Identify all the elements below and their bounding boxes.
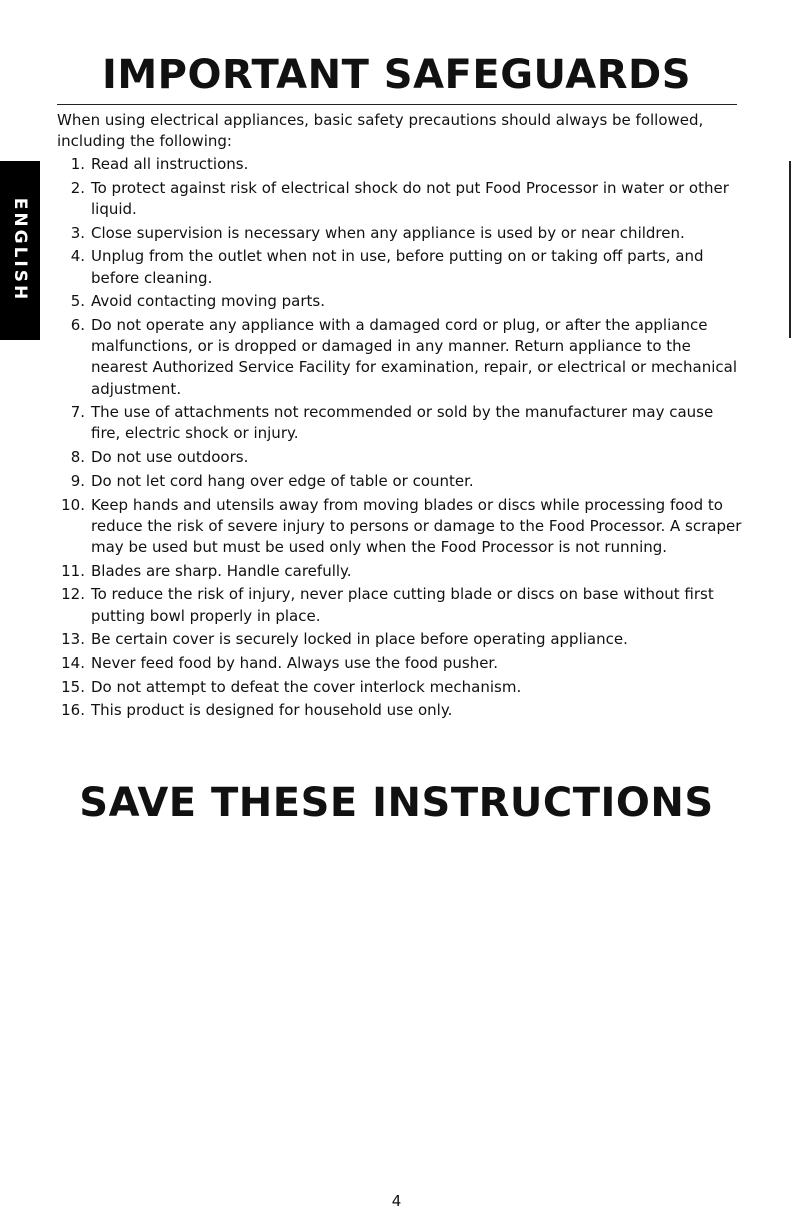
item-number: 12. — [61, 585, 85, 604]
safeguard-item — [57, 584, 747, 626]
item-number: 6. — [70, 315, 85, 334]
item-text: Do not let cord hang over edge of table or counter. — [91, 471, 474, 490]
item-number: 5. — [70, 292, 85, 311]
item-text: Blades are sharp. Handle carefully. — [91, 561, 352, 580]
item-text: Do not use outdoors. — [91, 448, 249, 467]
safeguard-item — [57, 653, 747, 674]
item-text: This product is designed for household use only. — [91, 701, 453, 720]
item-number: 10. — [61, 495, 85, 514]
safeguard-item — [57, 178, 747, 220]
language-tab-label: ENGLISH — [10, 197, 30, 303]
safeguard-item — [57, 223, 747, 244]
page-number: 4 — [391, 1192, 402, 1210]
language-tab — [0, 161, 40, 340]
item-text: Never feed food by hand. Always use the food pusher. — [91, 653, 498, 672]
safeguard-item — [57, 700, 747, 721]
item-text: Be certain cover is securely locked in place before operating appliance. — [91, 630, 628, 649]
item-number: 11. — [61, 561, 85, 580]
item-number: 14. — [61, 653, 85, 672]
item-number: 16. — [61, 701, 85, 720]
safeguard-item — [57, 402, 747, 444]
margin-bar — [789, 161, 791, 338]
safeguard-item — [57, 447, 747, 468]
item-text: Unplug from the outlet when not in use, before putting on or taking off parts, and before cleaning. — [91, 247, 704, 287]
safeguard-item — [57, 246, 747, 288]
item-number: 1. — [70, 155, 85, 173]
item-text: Keep hands and utensils away from moving blades or discs while processing food to reduce the risk of severe injury to persons or damage to the Food Processor. A scraper may be used but must be used only when the Food Processor is not running. — [91, 495, 742, 556]
safeguard-item — [57, 561, 747, 582]
page-title: IMPORTANT SAFEGUARDS — [101, 52, 692, 98]
safeguard-item — [57, 315, 747, 400]
item-number: 9. — [70, 471, 85, 490]
item-number: 4. — [70, 247, 85, 266]
item-text: Read all instructions. — [91, 155, 249, 173]
item-text: Do not attempt to defeat the cover interlock mechanism. — [91, 677, 522, 696]
item-number: 7. — [70, 403, 85, 422]
closing-heading: SAVE THESE INSTRUCTIONS — [79, 780, 714, 826]
item-text: To protect against risk of electrical shock do not put Food Processor in water or other liquid. — [91, 178, 729, 218]
item-text: To reduce the risk of injury, never place cutting blade or discs on base without first putting bowl properly in place. — [91, 585, 714, 625]
safeguard-item — [57, 677, 747, 698]
item-number: 13. — [61, 630, 85, 649]
safeguard-item — [57, 495, 747, 559]
item-number: 3. — [70, 223, 85, 242]
safeguard-item — [57, 471, 747, 492]
item-number: 15. — [61, 677, 85, 696]
safeguard-list — [57, 154, 747, 724]
safeguard-item — [57, 629, 747, 650]
title-rule — [57, 104, 737, 105]
item-number: 8. — [70, 448, 85, 467]
intro-paragraph: When using electrical appliances, basic safety precautions should always be followed, including the following: — [57, 111, 704, 150]
safeguard-item — [57, 291, 747, 312]
item-text: Avoid contacting moving parts. — [91, 292, 325, 311]
safeguard-item — [57, 154, 747, 175]
item-text: Do not operate any appliance with a damaged cord or plug, or after the appliance malfunctions, or is dropped or damaged in any manner. Return appliance to the nearest Authorized Service Facility for examination, repair, or electrical or mechanical adjustment. — [91, 315, 738, 398]
item-text: Close supervision is necessary when any appliance is used by or near children. — [91, 223, 685, 242]
item-number: 2. — [70, 178, 85, 197]
item-text: The use of attachments not recommended or sold by the manufacturer may cause fire, electric shock or injury. — [91, 403, 714, 443]
